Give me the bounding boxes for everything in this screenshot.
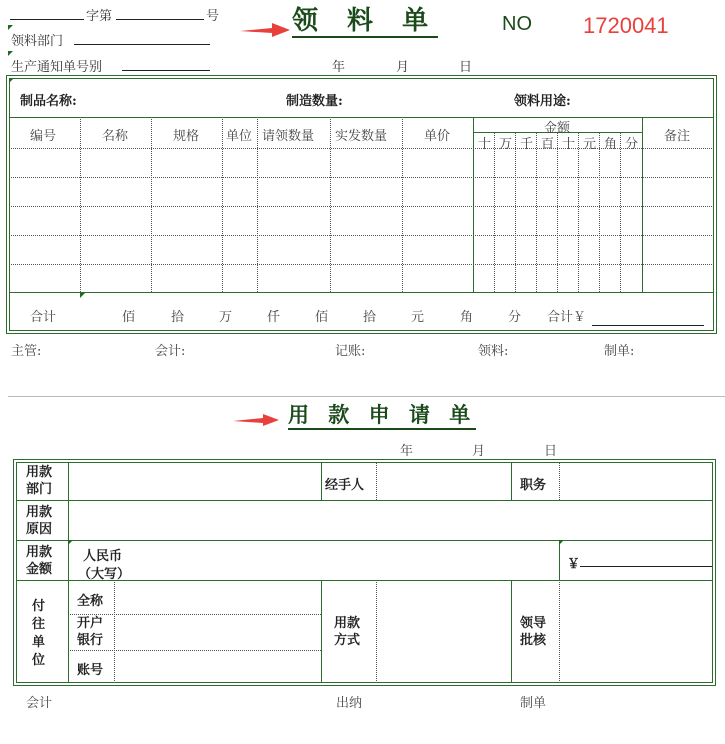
row-line — [9, 177, 714, 178]
col-line — [321, 580, 322, 683]
col-header: 单位 — [226, 129, 253, 144]
digit-line — [557, 132, 558, 292]
rmb-label: 人民币 — [83, 549, 123, 564]
col-line — [511, 462, 512, 500]
col-line — [376, 462, 377, 500]
col-line — [642, 117, 643, 292]
footer-cashier: 出纳 — [336, 696, 363, 711]
unit-qian: 仟 — [267, 310, 281, 325]
total-sum-label: 合计￥ — [547, 310, 587, 325]
notice-label: 生产通知单号别 — [11, 60, 103, 75]
yen-label: ￥ — [567, 557, 581, 572]
form2-title: 用 款 申 请 单 — [288, 402, 476, 430]
digit-line — [536, 132, 537, 292]
footer-preparer: 制单 — [520, 696, 547, 711]
digit-line — [578, 132, 579, 292]
position-label: 职务 — [520, 478, 547, 493]
digit-line — [599, 132, 600, 292]
col-line — [257, 117, 258, 292]
col-line — [559, 462, 560, 500]
total-label: 合计 — [30, 310, 57, 325]
col-header: 规格 — [173, 129, 200, 144]
unit-bai: 佰 — [122, 310, 136, 325]
col-line — [151, 117, 152, 292]
unit-bai: 佰 — [315, 310, 329, 325]
dept-field[interactable] — [74, 31, 210, 45]
dept-label: 领料部门 — [11, 34, 64, 49]
amount-label: 用款金额 — [26, 545, 53, 577]
col-line — [559, 540, 560, 580]
date-year: 年 — [332, 60, 346, 75]
dept-label: 用款部门 — [26, 465, 53, 497]
usage-label: 领料用途: — [514, 94, 571, 109]
date-year: 年 — [400, 444, 414, 459]
digit-header: 元 — [583, 137, 597, 152]
arrow-icon — [233, 413, 279, 427]
serial-number: 1720041 — [583, 13, 669, 38]
quantity-label: 制造数量: — [286, 94, 343, 109]
bank-label: 开户银行 — [77, 616, 104, 648]
hao-blank[interactable] — [116, 6, 204, 20]
digit-line — [620, 132, 621, 292]
reason-label: 用款原因 — [26, 505, 53, 537]
digit-header: 百 — [541, 137, 555, 152]
col-line — [330, 117, 331, 292]
date-day: 日 — [459, 60, 473, 75]
col-header: 单价 — [424, 129, 451, 144]
account-label: 账号 — [77, 663, 104, 678]
requisition-table — [9, 78, 714, 331]
yen-amount-field[interactable] — [580, 553, 712, 567]
rule — [9, 117, 714, 118]
total-sum-field[interactable] — [592, 312, 704, 326]
product-name-label: 制品名称: — [20, 94, 77, 109]
digit-header: 万 — [499, 137, 513, 152]
col-line — [402, 117, 403, 292]
col-header: 名称 — [102, 129, 129, 144]
fullname-label: 全称 — [77, 594, 104, 609]
unit-fen: 分 — [508, 310, 522, 325]
cell-marker — [68, 540, 73, 545]
approve-label: 领导批核 — [520, 616, 547, 648]
date-month: 月 — [396, 60, 410, 75]
rule — [9, 292, 714, 293]
col-line — [376, 580, 377, 683]
digit-line — [515, 132, 516, 292]
zi-blank[interactable] — [10, 6, 84, 20]
notice-field[interactable] — [122, 57, 210, 71]
unit-jiao: 角 — [460, 310, 474, 325]
unit-yuan: 元 — [411, 310, 425, 325]
row-line — [9, 206, 714, 207]
form1-title: 领 料 单 — [292, 6, 439, 36]
footer-accountant: 会计 — [26, 696, 53, 711]
date-month: 月 — [472, 444, 486, 459]
unit-wan: 万 — [219, 310, 233, 325]
zi-di-label: 字第 — [86, 9, 113, 24]
col-line — [114, 580, 115, 683]
sig-preparer: 制单: — [604, 344, 635, 359]
hao-label: 号 — [206, 9, 220, 24]
digit-header: 千 — [520, 137, 534, 152]
digit-header: 角 — [604, 137, 618, 152]
arrow-icon — [240, 22, 290, 38]
sig-accountant: 会计: — [155, 344, 186, 359]
handler-label: 经手人 — [325, 478, 365, 493]
digit-line — [494, 132, 495, 292]
col-header: 实发数量 — [335, 129, 388, 144]
row-line — [9, 264, 714, 265]
col-line — [80, 117, 81, 292]
sig-receiver: 领料: — [478, 344, 509, 359]
sig-supervisor: 主管: — [11, 344, 42, 359]
row-line — [68, 650, 321, 651]
date-day: 日 — [544, 444, 558, 459]
digit-header: 分 — [625, 137, 639, 152]
digit-header: 十 — [478, 137, 492, 152]
remark-header: 备注 — [664, 129, 691, 144]
daxie-label: （大写） — [78, 567, 131, 582]
unit-shi: 拾 — [171, 310, 185, 325]
payee-label: 付往单位 — [32, 599, 46, 668]
cell-marker — [9, 78, 14, 83]
col-header: 请领数量 — [262, 129, 315, 144]
col-line — [559, 580, 560, 683]
row-line — [9, 235, 714, 236]
rule — [16, 500, 713, 501]
digit-header: 十 — [562, 137, 576, 152]
unit-shi: 拾 — [363, 310, 377, 325]
method-label: 用款方式 — [334, 616, 361, 648]
no-label: NO — [502, 13, 532, 35]
sig-bookkeeper: 记账: — [335, 344, 366, 359]
col-line — [473, 117, 474, 292]
divider — [8, 396, 725, 397]
cell-marker — [559, 540, 564, 545]
col-line — [511, 580, 512, 683]
cell-marker — [80, 293, 85, 298]
col-header: 编号 — [30, 129, 57, 144]
rule — [16, 540, 713, 541]
col-line — [222, 117, 223, 292]
amount-header: 金额 — [544, 121, 571, 136]
col-line — [321, 462, 322, 500]
